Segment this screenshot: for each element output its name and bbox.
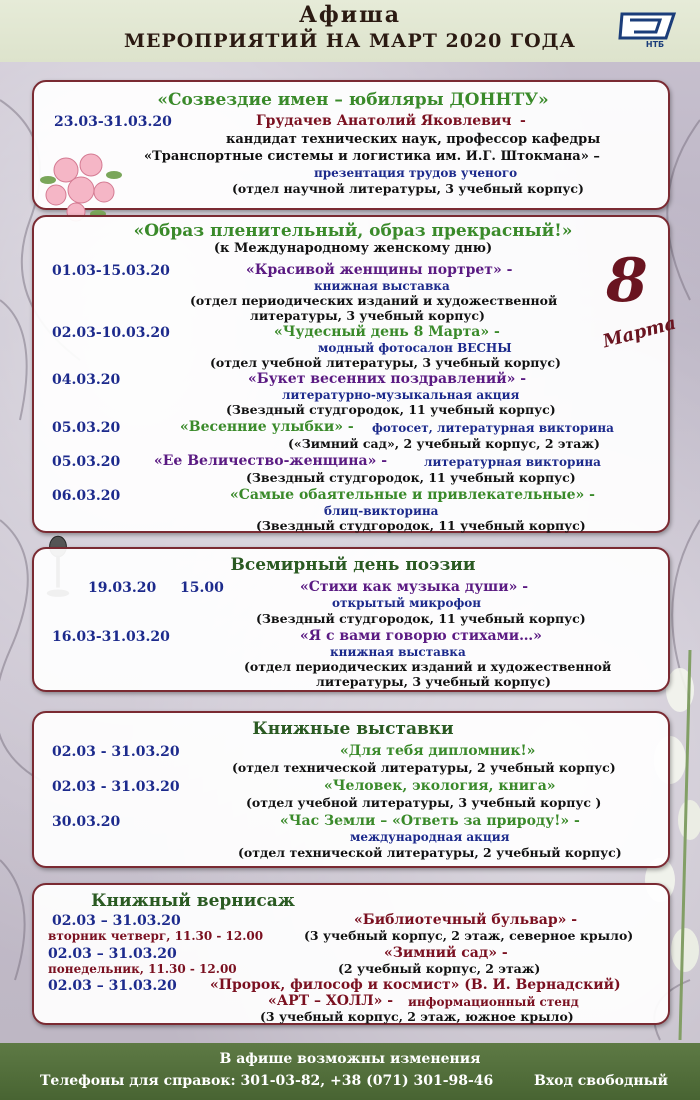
event-date: 30.03.20 [52,814,121,830]
event-place: (отдел учебной литературы, 3 учебный корпус ) [246,795,602,810]
event-date: 02.03 – 31.03.20 [48,978,177,994]
section-book-vernissage-title: Книжный вернисаж [91,891,295,911]
event-title: «Чудесный день 8 Марта» - [274,324,500,340]
event-type: книжная выставка [314,279,450,293]
event-date: 02.03 - 31.03.20 [52,744,180,760]
event-date: 06.03.20 [52,488,121,504]
event-title: «Час Земли – «Ответь за природу!» - [280,813,580,829]
event-place: литературы, 3 учебный корпус) [316,674,551,689]
event-desc-line: кандидат технических наук, профессор кафедры [226,132,601,147]
event-title: «Зимний сад» - [384,945,508,961]
event-place: (3 учебный корпус, 2 этаж, северное крыло) [304,928,634,943]
event-date: 02.03 – 31.03.20 [48,946,177,962]
event-title: «Стихи как музыка души» - [300,579,529,595]
event-type: литературная викторина [424,455,601,469]
event-title: «Пророк, философ и космист» (В. И. Вернадский) [210,977,621,993]
page-title: Афиша [299,2,401,28]
event-place: (2 учебный корпус, 2 этаж) [338,961,541,976]
event-type: презентация трудов ученого [314,166,518,180]
event-title: «Самые обаятельные и привлекательные» - [230,487,595,503]
event-type: международная акция [350,830,510,844]
march-8-decoration [572,246,682,370]
event-date: 05.03.20 [52,420,121,436]
section-book-exhibitions [32,711,670,868]
page-subtitle: МЕРОПРИЯТИЙ НА МАРТ 2020 ГОДА [123,30,577,52]
footer-notice: В афише возможны изменения [219,1051,481,1067]
section-jubilee-title: «Созвездие имен – юбиляры ДОННТУ» [157,90,549,110]
event-title: «Ее Величество-женщина» - [154,453,388,469]
event-place: (Звездный студгородок, 11 учебный корпус) [256,518,586,533]
event-place: (Звездный студгородок, 11 учебный корпус) [246,470,576,485]
event-place: (отдел периодических изданий и художественной [244,659,612,674]
event-title: «Человек, экология, книга» [324,778,556,794]
event-place: (отдел технической литературы, 2 учебный корпус) [238,845,622,860]
event-title: «Для тебя дипломник!» [340,743,536,759]
event-type: фотосет, литературная викторина [372,421,614,435]
march-8-number: 8 [606,246,648,316]
event-type: литературно-музыкальная акция [282,388,520,402]
event-place: (Звездный студгородок, 11 учебный корпус) [256,611,586,626]
event-person: Грудачев Анатолий Яковлевич [256,113,512,129]
event-desc-line: «Транспортные системы и логистика им. И.Г. Штокмана» – [144,149,600,164]
section-womens-day-title: «Образ пленительный, образ прекрасный!» [133,221,573,241]
event-date: 19.03.20 [88,580,157,596]
footer-phones: Телефоны для справок: 301-03-82, +38 (071) 301-98-46 [40,1073,494,1089]
event-title-secondary: «АРТ – ХОЛЛ» - [268,993,394,1009]
section-womens-day-subtitle: (к Международному женскому дню) [213,241,493,256]
event-time: 15.00 [180,580,224,596]
event-type: информационный стенд [408,995,579,1009]
header-band [0,0,700,62]
event-date: 16.03-31.03.20 [52,629,170,645]
event-dash: - [520,113,526,129]
event-type: блиц-викторина [324,504,439,518]
event-schedule: вторник четверг, 11.30 - 12.00 [48,929,264,943]
event-type: модный фотосалон ВЕСНЫ [318,341,512,355]
event-type: книжная выставка [330,645,466,659]
event-type: открытый микрофон [332,596,482,610]
event-place: (3 учебный корпус, 2 этаж, южное крыло) [260,1009,574,1024]
event-title: «Библиотечный бульвар» - [354,912,578,928]
section-book-vernissage [32,883,670,1025]
event-title: «Букет весенних поздравлений» - [248,371,527,387]
footer-entry: Вход свободный [534,1073,668,1089]
event-place: (отдел технической литературы, 2 учебный корпус) [232,760,616,775]
event-title: «Весенние улыбки» - [180,419,354,435]
section-jubilee [32,80,670,210]
logo-text: НТБ [645,40,665,49]
event-date: 04.03.20 [52,372,121,388]
event-place: («Зимний сад», 2 учебный корпус, 2 этаж) [288,436,600,451]
event-schedule: понедельник, 11.30 - 12.00 [48,962,237,976]
event-place: литературы, 3 учебный корпус) [250,308,485,323]
event-title: «Я с вами говорю стихами…» [300,628,542,644]
event-date: 02.03 – 31.03.20 [52,913,181,929]
event-date: 23.03-31.03.20 [54,114,172,130]
event-date: 02.03 - 31.03.20 [52,779,180,795]
event-place: (отдел учебной литературы, 3 учебный корпус) [210,355,561,370]
event-date: 01.03-15.03.20 [52,263,170,279]
event-place: (отдел научной литературы, 3 учебный корпус) [232,181,584,196]
event-date: 02.03-10.03.20 [52,325,170,341]
event-place: (Звездный студгородок, 11 учебный корпус) [226,402,556,417]
section-book-exhibitions-title: Книжные выставки [252,719,454,739]
section-poetry-day-title: Всемирный день поэзии [230,555,476,575]
event-place: (отдел периодических изданий и художественной [190,293,558,308]
march-8-word: Марта [600,312,679,353]
event-date: 05.03.20 [52,454,121,470]
footer-band [0,1043,700,1100]
event-title: «Красивой женщины портрет» - [246,262,513,278]
section-poetry-day [32,547,670,692]
